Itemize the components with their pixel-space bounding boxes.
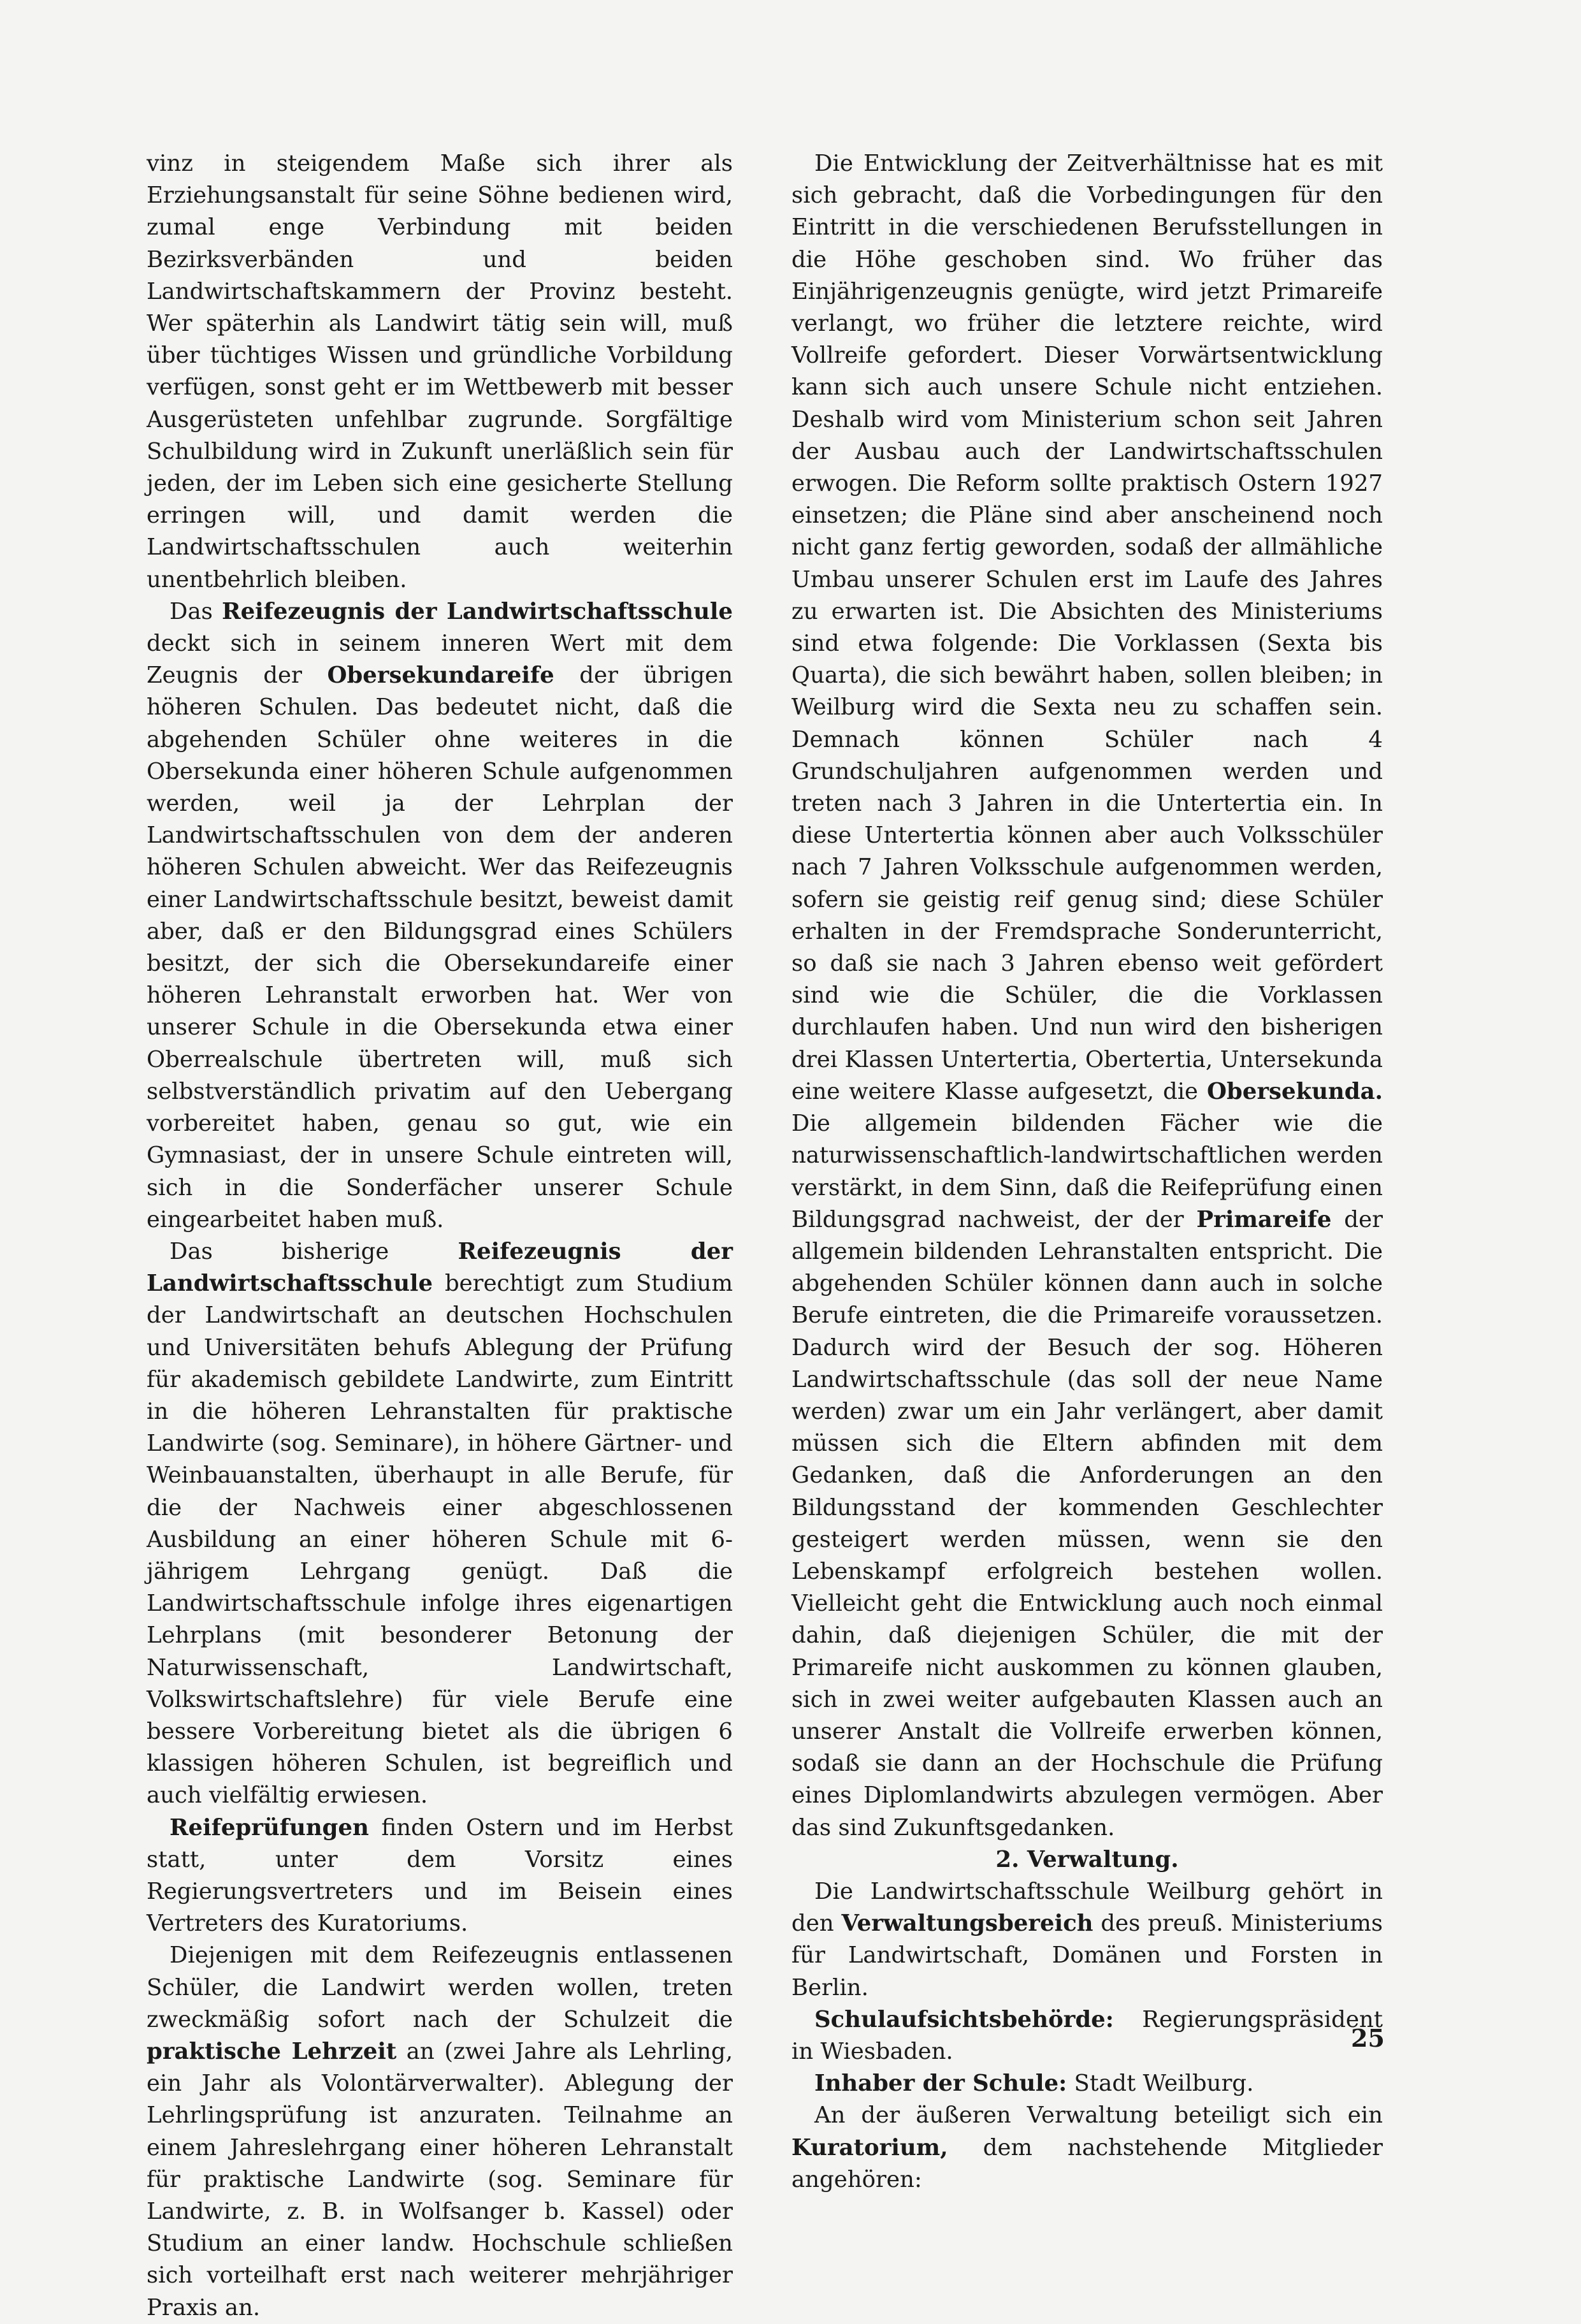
paragraph bbox=[791, 1876, 1383, 2004]
paragraph bbox=[147, 148, 733, 596]
text-run: des preuß. Ministeriums für Landwirtschaft, Domänen und Forsten in Berlin. bbox=[791, 1910, 1383, 2001]
bold-term: Kuratorium, bbox=[791, 2134, 948, 2161]
text-run: Die allgemein bildenden Fächer wie die naturwissenschaftlich-landwirtschaftlichen werden verstärkt, in dem Sinn, daß die Reifeprüfung einen Bildungsgrad nachweist, der der bbox=[791, 1110, 1383, 1233]
text-run: Die Entwicklung der Zeitverhältnisse hat es mit sich gebracht, daß die Vorbedingungen für den Eintritt in die verschiedenen Berufsstellungen in die Höhe geschoben sind. Wo früher das Einjährigenzeugnis genügte, wird jetzt Primareife verlangt, wo früher die letztere reichte, wird Vollreife gefordert. Dieser Vorwärtsentwicklung kann sich auch unsere Schule nicht entziehen. Deshalb wird vom Ministerium schon seit Jahren der Ausbau auch der Landwirtschaftsschulen erwogen. Die Reform sollte praktisch Ostern 1927 einsetzen; die Pläne sind aber anscheinend noch nicht ganz fertig geworden, sodaß der allmähliche Umbau unserer Schulen erst im Laufe des Jahres zu erwarten ist. Die Absichten des Ministeriums sind etwa folgende: Die Vorklassen (Sexta bis Quarta), die sich bewährt haben, sollen bleiben; in Weilburg wird die Sexta neu zu schaffen sein. Demnach können Schüler nach 4 Grundschuljahren aufgenommen werden und treten nach 3 Jahren in die Untertertia ein. In diese Untertertia können aber auch Volksschüler nach 7 Jahren Volksschule aufgenommen werden, sofern sie geistig reif genug sind; diese Schüler erhalten in der Fremdsprache Sonderunterricht, so daß sie nach 3 Jahren ebenso weit gefördert sind wie die Schüler, die die Vorklassen durchlaufen haben. Und nun wird den bisherigen drei Klassen Untertertia, Obertertia, Untersekunda eine weitere Klasse aufgesetzt, die bbox=[791, 150, 1383, 1105]
bold-term: Obersekundareife bbox=[327, 662, 554, 689]
text-run: dem nachstehende Mitglieder angehören: bbox=[791, 2134, 1383, 2193]
text-run: Das bbox=[170, 598, 222, 625]
bold-term: Primareife bbox=[1196, 1206, 1332, 1233]
text-run: der übrigen höheren Schulen. Das bedeutet nicht, daß die abgehenden Schüler ohne weiteres in die Obersekunda einer höheren Schule aufgenommen werden, weil ja der Lehrplan der Landwirtschaftsschulen von dem der anderen höheren Schulen abweicht. Wer das Reifezeugnis einer Landwirtschaftsschule besitzt, beweist damit aber, daß er den Bildungsgrad eines Schülers besitzt, der sich die Obersekundareife einer höheren Lehranstalt erworben hat. Wer von unserer Schule in die Obersekunda etwa einer Oberrealschule übertreten will, muß sich selbstverständlich privatim auf den Uebergang vorbereitet haben, genau so gut, wie ein Gymnasiast, der in unsere Schule eintreten will, sich in die Sonderfächer unserer Schule eingearbeitet haben muß. bbox=[147, 662, 733, 1233]
bold-term: Inhaber der Schule: bbox=[814, 2070, 1067, 2097]
text-run: An der äußeren Verwaltung beteiligt sich ein bbox=[814, 2102, 1383, 2129]
bold-term: Reifezeugnis der Landwirtschaftsschule bbox=[147, 1238, 733, 1297]
paragraph bbox=[147, 1812, 733, 1940]
section-heading bbox=[791, 1844, 1383, 1876]
text-run: finden Ostern und im Herbst statt, unter dem Vorsitz eines Regierungsvertreters und im Beisein eines Vertreters des Kuratoriums. bbox=[147, 1814, 733, 1937]
paragraph bbox=[791, 148, 1383, 1844]
text-run: berechtigt zum Studium der Landwirtschaft an deutschen Hochschulen und Universitäten behufs Ablegung der Prüfung für akademisch gebildete Landwirte, zum Eintritt in die höheren Lehranstalten für praktische Landwirte (sog. Seminare), in höhere Gärtner- und Weinbauanstalten, überhaupt in alle Berufe, für die der Nachweis einer abgeschlossenen Ausbildung an einer höheren Schule mit 6-jährigem Lehrgang genügt. Daß die Landwirtschaftsschule infolge ihres eigenartigen Lehrplans (mit besonderer Betonung der Naturwissenschaft, Landwirtschaft, Volkswirtschaftslehre) für viele Berufe eine bessere Vorbereitung bietet als die übrigen 6 klassigen höheren Schulen, ist begreiflich und auch vielfältig erwiesen. bbox=[147, 1270, 733, 1809]
text-run: Die Landwirtschaftsschule Weilburg gehört in den bbox=[791, 1878, 1383, 1937]
text-run: Das bisherige bbox=[170, 1238, 458, 1265]
paragraph bbox=[147, 596, 733, 1236]
bold-term: 2. Verwaltung. bbox=[995, 1846, 1179, 1873]
paragraph bbox=[791, 2068, 1383, 2100]
paragraph bbox=[791, 2100, 1383, 2196]
left-column bbox=[147, 148, 733, 2324]
text-run: vinz in steigendem Maße sich ihrer als Erziehungsanstalt für seine Söhne bedienen wird, zumal enge Verbindung mit beiden Bezirksverbänden und beiden Landwirtschaftskammern der Provinz besteht. Wer späterhin als Landwirt tätig sein will, muß über tüchtiges Wissen und gründliche Vorbildung verfügen, sonst geht er im Wettbewerb mit besser Ausgerüsteten unfehlbar zugrunde. Sorgfältige Schulbildung wird in Zukunft unerläßlich sein für jeden, der im Leben sich eine gesicherte Stellung erringen will, und damit werden die Landwirtschaftsschulen auch weiterhin unentbehrlich bleiben. bbox=[147, 150, 733, 593]
text-run: Diejenigen mit dem Reifezeugnis entlassenen Schüler, die Landwirt werden wollen, treten zweckmäßig sofort nach der Schulzeit die bbox=[147, 1942, 733, 2033]
text-run: Stadt Weilburg. bbox=[1067, 2070, 1254, 2097]
bold-term: Schulaufsichtsbehörde: bbox=[814, 2006, 1114, 2033]
bold-term: Reifezeugnis der Landwirtschaftsschule bbox=[222, 598, 733, 625]
bold-term: praktische Lehrzeit bbox=[147, 2038, 397, 2065]
bold-term: Verwaltungsbereich bbox=[841, 1910, 1094, 1937]
text-run: Regierungspräsident in Wiesbaden. bbox=[791, 2006, 1383, 2065]
paragraph bbox=[147, 1940, 733, 2323]
text-run: an (zwei Jahre als Lehrling, ein Jahr als Volontärverwalter). Ablegung der Lehrlingsprüfung ist anzuraten. Teilnahme an einem Jahreslehrgang einer höheren Lehranstalt für praktische Landwirte (sog. Seminare für Landwirte, z. B. in Wolfsanger b. Kassel) oder Studium an einer landw. Hochschule schließen sich vorteilhaft erst nach weiterer mehrjähriger Praxis an. bbox=[147, 2038, 733, 2321]
paragraph bbox=[791, 2004, 1383, 2068]
bold-term: Obersekunda. bbox=[1206, 1078, 1383, 1105]
paragraph bbox=[147, 1236, 733, 1812]
page-number: 25 bbox=[1351, 2024, 1385, 2052]
text-run: deckt sich in seinem inneren Wert mit dem Zeugnis der bbox=[147, 630, 733, 689]
text-run: der allgemein bildenden Lehranstalten entspricht. Die abgehenden Schüler können dann auch in solche Berufe eintreten, die die Primareife voraussetzen. Dadurch wird der Besuch der sog. Höheren Landwirtschaftsschule (das soll der neue Name werden) zwar um ein Jahr verlängert, aber damit müssen sich die Eltern abfinden mit dem Gedanken, daß die Anforderungen an den Bildungsstand der kommenden Geschlechter gesteigert werden müssen, wenn sie den Lebenskampf erfolgreich bestehen wollen. Vielleicht geht die Entwicklung auch noch einmal dahin, daß diejenigen Schüler, die mit der Primareife nicht auskommen zu können glauben, sich in zwei weiter aufgebauten Klassen auch an unserer Anstalt die Vollreife erwerben können, sodaß sie dann an der Hochschule die Prüfung eines Diplomlandwirts abzulegen vermögen. Aber das sind Zukunftsgedanken. bbox=[791, 1206, 1383, 1841]
bold-term: Reifeprüfungen bbox=[170, 1814, 369, 1841]
right-column bbox=[791, 148, 1383, 2196]
